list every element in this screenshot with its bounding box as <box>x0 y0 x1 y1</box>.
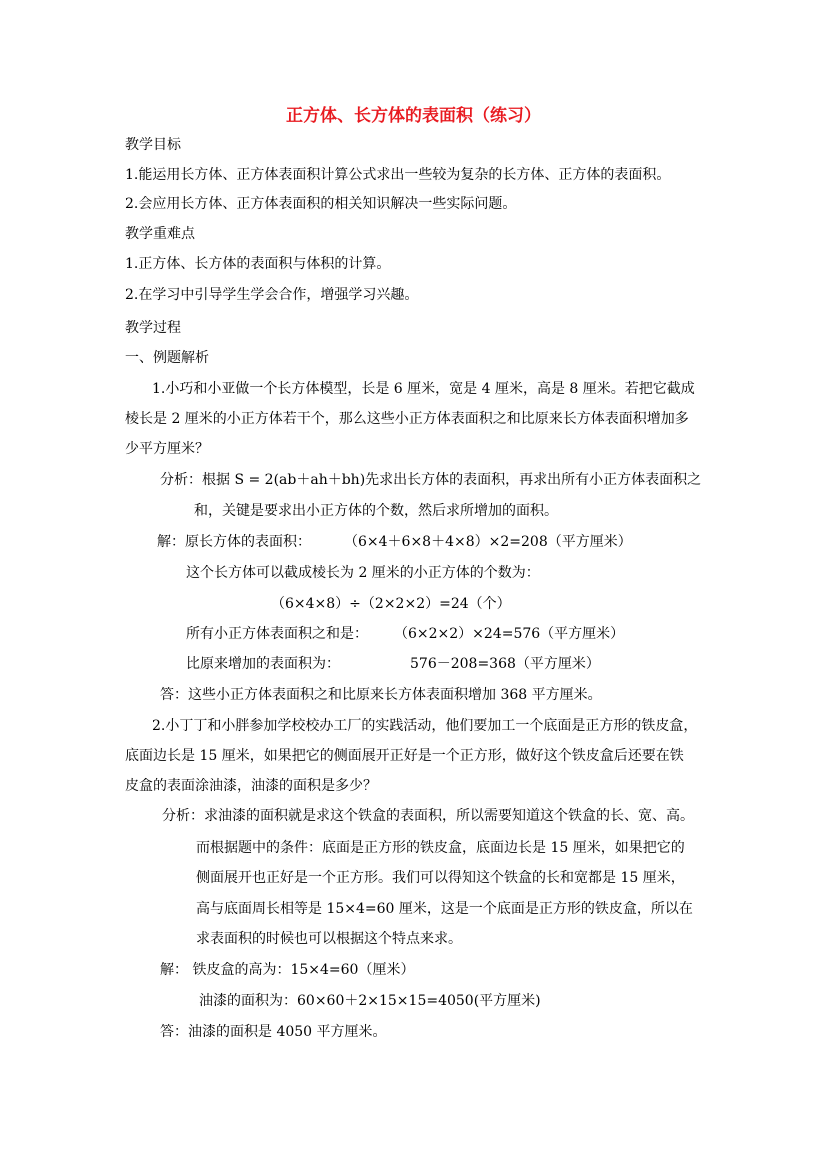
key-point-2: 2.在学习中引导学生学会合作，增强学习兴趣。 <box>125 287 419 303</box>
solution-1-formula-2: （6×4×8）÷（2×2×2）=24（个） <box>271 596 511 612</box>
solution-1-label: 解：原长方体的表面积： <box>157 534 311 550</box>
analysis-2-line-3: 侧面展开也正好是一个正方形。我们可以得知这个铁盒的长和宽都是 15 厘米， <box>196 870 685 886</box>
problem-1-line-1: 1.小巧和小亚做一个长方体模型，长是 6 厘米，宽是 4 厘米，高是 8 厘米。若把它截成 <box>152 381 695 397</box>
problem-2-line-1: 2.小丁丁和小胖参加学校校办工厂的实践活动，他们要加工一个底面是正方形的铁皮盒， <box>152 718 698 734</box>
analysis-1-line-2: 和，关键是要求出小正方体的个数，然后求所增加的面积。 <box>194 503 558 519</box>
heading-key-points: 教学重难点 <box>125 226 195 242</box>
solution-1-line-5-label: 比原来增加的表面积为： <box>186 656 340 672</box>
solution-1-line-2: 这个长方体可以截成棱长为 2 厘米的小正方体的个数为： <box>186 565 540 581</box>
answer-2: 答：油漆的面积是 4050 平方厘米。 <box>160 1024 387 1040</box>
goal-item-1: 1.能运用长方体、正方体表面积计算公式求出一些较为复杂的长方体、正方体的表面积。 <box>125 167 671 183</box>
problem-1-line-2: 棱长是 2 厘米的小正方体若干个，那么这些小正方体表面积之和比原来长方体表面积增加多 <box>125 411 689 427</box>
document-title: 正方体、长方体的表面积（练习） <box>286 106 541 126</box>
heading-teaching-goals: 教学目标 <box>125 137 181 153</box>
key-point-1: 1.正方体、长方体的表面积与体积的计算。 <box>125 256 391 272</box>
analysis-1-line-1: 分析：根据 S = 2(ab＋ah＋bh)先求出长方体的表面积，再求出所有小正方体表面积之 <box>160 472 702 488</box>
analysis-2-line-5: 求表面积的时候也可以根据这个特点来求。 <box>196 931 462 947</box>
problem-2-line-3: 皮盒的表面涂油漆，油漆的面积是多少？ <box>125 778 377 794</box>
answer-1: 答：这些小正方体表面积之和比原来长方体表面积增加 368 平方厘米。 <box>160 687 602 703</box>
solution-1-line-4-label: 所有小正方体表面积之和是： <box>186 626 368 642</box>
solution-1-formula-1: （6×4＋6×8＋4×8）×2=208（平方厘米） <box>344 534 632 550</box>
solution-2-line-1: 解： 铁皮盒的高为：15×4=60（厘米） <box>160 962 415 978</box>
analysis-2-line-1: 分析：求油漆的面积就是求这个铁盒的表面积，所以需要知道这个铁盒的长、宽、高。 <box>162 808 694 824</box>
section-example-analysis: 一、例题解析 <box>125 350 209 366</box>
problem-1-line-3: 少平方厘米？ <box>125 441 209 457</box>
analysis-2-line-4: 高与底面周长相等是 15×4=60 厘米，这是一个底面是正方形的铁皮盒，所以在 <box>196 901 693 917</box>
heading-teaching-process: 教学过程 <box>125 320 181 336</box>
solution-1-formula-3: （6×2×2）×24=576（平方厘米） <box>394 626 625 642</box>
goal-item-2: 2.会应用长方体、正方体表面积的相关知识解决一些实际问题。 <box>125 196 517 212</box>
analysis-2-line-2: 而根据题中的条件：底面是正方形的铁皮盒，底面边长是 15 厘米，如果把它的 <box>196 840 685 856</box>
solution-1-formula-4: 576－208=368（平方厘米） <box>410 656 600 672</box>
solution-2-line-2: 油漆的面积为：60×60＋2×15×15=4050(平方厘米) <box>199 993 541 1009</box>
problem-2-line-2: 底面边长是 15 厘米，如果把它的侧面展开正好是一个正方形，做好这个铁皮盒后还要在铁 <box>125 748 684 764</box>
